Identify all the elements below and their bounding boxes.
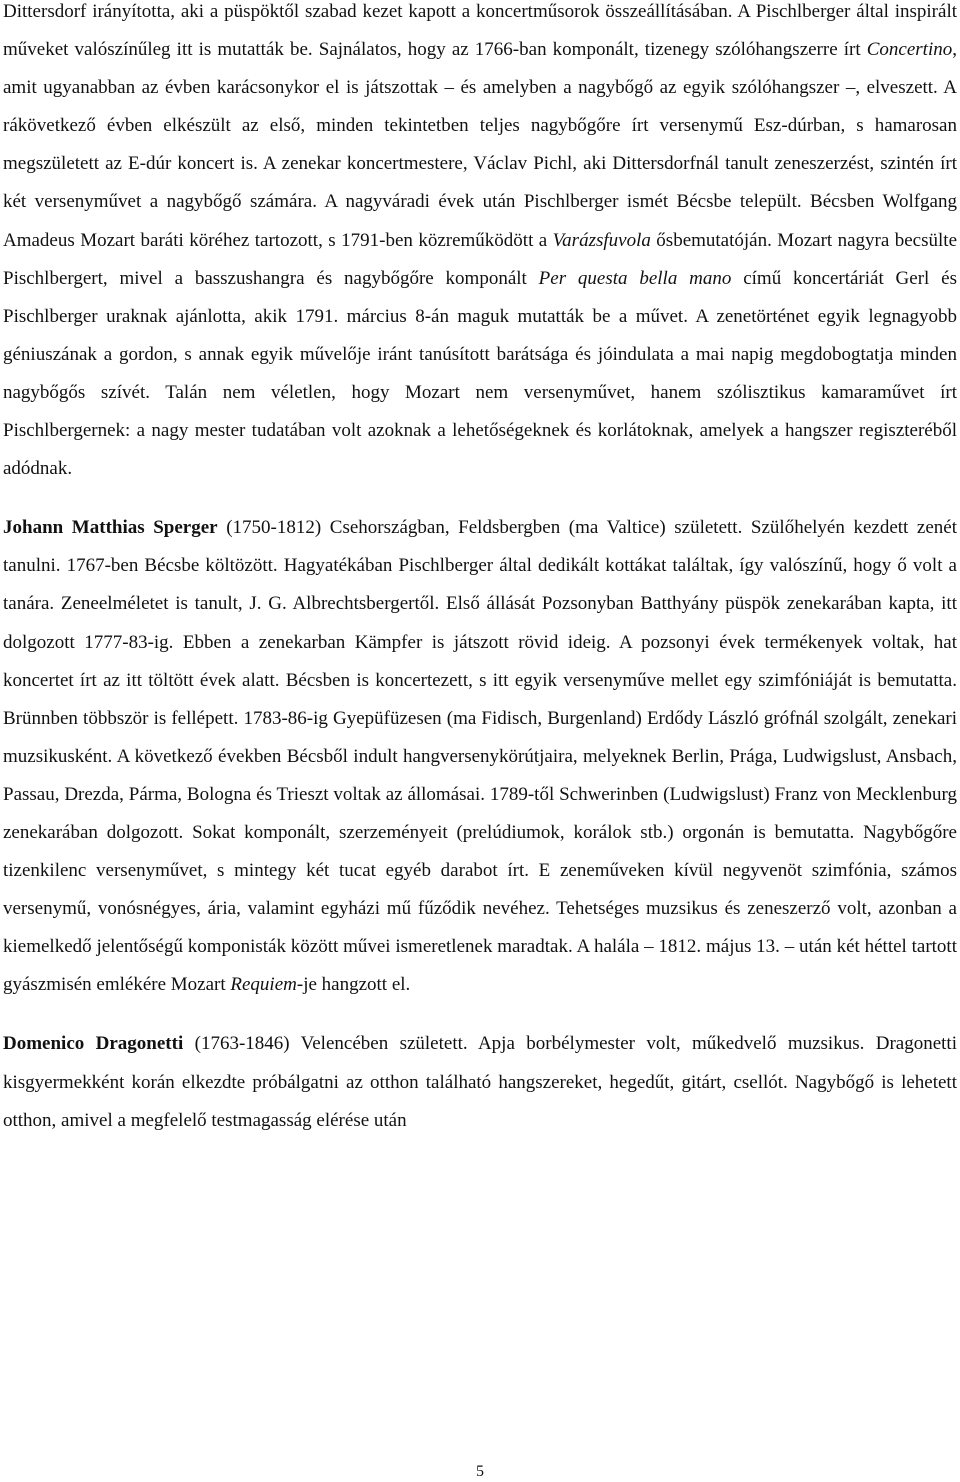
person-name-dragonetti: Domenico Dragonetti [3,1033,184,1055]
text-run: , amit ugyanabban az évben karácsonykor el is játszottak – és amelyben a nagybőgő az egyik szólóhangszer –, elveszett. A rákövetkező évben elkészült az első, minden tekintetben teljes nagybőgőre írt versenymű Esz-dúrban, s hamarosan megszületett az E-dúr koncert is. A zenekar koncertmestere, Václav Pichl, aki Dittersdorfnál tanult zeneszerzést, szintén írt két versenyművet a nagybőgő számára. A nagyváradi évek után Pischlberger ismét Bécsbe települt. Bécsben Wolfgang Amadeus Mozart baráti köréhez tartozott, s 1791-ben közreműködött a [3,39,957,251]
text-run: című koncertáriát Gerl és Pischlberger uraknak ajánlotta, akik 1791. március 8-án maguk mutatták be a művet. A zenetörténet egyik legnagyobb géniuszának a gordon, s annak egyik művelője iránt tanúsított barátsága és jóindulata a mai napig megdobogtatja minden nagybőgős szívét. Talán nem véletlen, hogy Mozart nem versenyművet, hanem szólisztikus kamaraművet írt Pischlbergernek: a nagy mester tudatában volt azoknak a lehetőségeknek és korlátoknak, amelyek a hangszer regiszteréből adódnak. [3,267,957,480]
text-run: Dittersdorf irányította, aki a püspöktől szabad kezet kapott a koncertműsorok összeállításában. A Pischlberger által inspirált műveket valószínűleg itt is mutatták be. Sajnálatos, hogy az 1766-ban komponált, tizenegy szólóhangszerre írt [3,1,957,61]
work-title-requiem: Requiem [230,974,297,996]
text-run: ősbemutatóján. Mozart nagyra becsülte Pischlbergert, mivel a basszushangra és nagybőgőre komponált [3,229,957,289]
paragraph-pischlberger [3,0,957,488]
work-title-varazsfuvola: Varázsfuvola [552,229,651,251]
paragraph-sperger [3,509,957,1004]
paragraph-dragonetti [3,1025,957,1139]
text-run: (1750-1812) Csehországban, Feldsbergben (ma Valtice) született. Szülőhelyén kezdett zenét tanulni. 1767-ben Bécsbe költözött. Hagyatékában Pischlberger által dedikált kottákat találtak, így valószínű, hogy ő volt a tanára. Zeneelméletet is tanult, J. G. Albrechtsbergertől. Első állását Pozsonyban Batthyány püspök zenekarában kapta, itt dolgozott 1777-83-ig. Ebben a zenekarban Kämpfer is játszott rövid ideig. A pozsonyi évek termékenyek voltak, hat koncertet írt az itt töltött évek alatt. Bécsben is koncertezett, s itt egyik versenyműve mellet egy szimfóniáját is bemutatta. Brünnben többször is fellépett. 1783-86-ig Gyepüfüzesen (ma Fidisch, Burgenland) Erdődy László grófnál szolgált, zenekari muzsikusként. A következő években Bécsből indult hangversenykörútjaira, melyeknek Berlin, Prága, Ludwigslust, Ansbach, Passau, Drezda, Párma, Bologna és Trieszt voltak az állomásai. 1789-től Schwerinben (Ludwigslust) Franz von Mecklenburg zenekarában dolgozott. Sokat komponált, szerzeményeit (prelúdiumok, korálok stb.) orgonán is bemutatta. Nagybőgőre tizenkilenc versenyművet, s mintegy két tucat egyéb darabot írt. E zeneműveken kívül negyvenöt szimfónia, számos versenymű, vonósnégyes, ária, valamint egyházi mű fűződik nevéhez. Tehetséges muzsikus és zeneszerző volt, azonban a kiemelkedő jelentőségű komponisták között művei ismeretlenek maradtak. A halála – 1812. május 13. – után két héttel tartott gyászmisén emlékére Mozart [3,517,957,996]
page-body [3,0,957,1140]
work-title-concertino: Concertino [866,39,953,61]
text-run: (1763-1846) Velencében született. Apja borbélymester volt, műkedvelő muzsikus. Dragonetti kisgyermekként korán elkezdte próbálgatni az otthon található hangszereket, hegedűt, gitárt, csellót. Nagybőgő is lehetett otthon, amivel a megfelelő testmagasság elérése után [3,1033,957,1131]
text-run: -je hangzott el. [296,974,411,996]
work-title-per-questa-bella-mano: Per questa bella mano [538,267,732,289]
page-number: 5 [476,1463,484,1480]
person-name-sperger: Johann Matthias Sperger [3,517,218,539]
